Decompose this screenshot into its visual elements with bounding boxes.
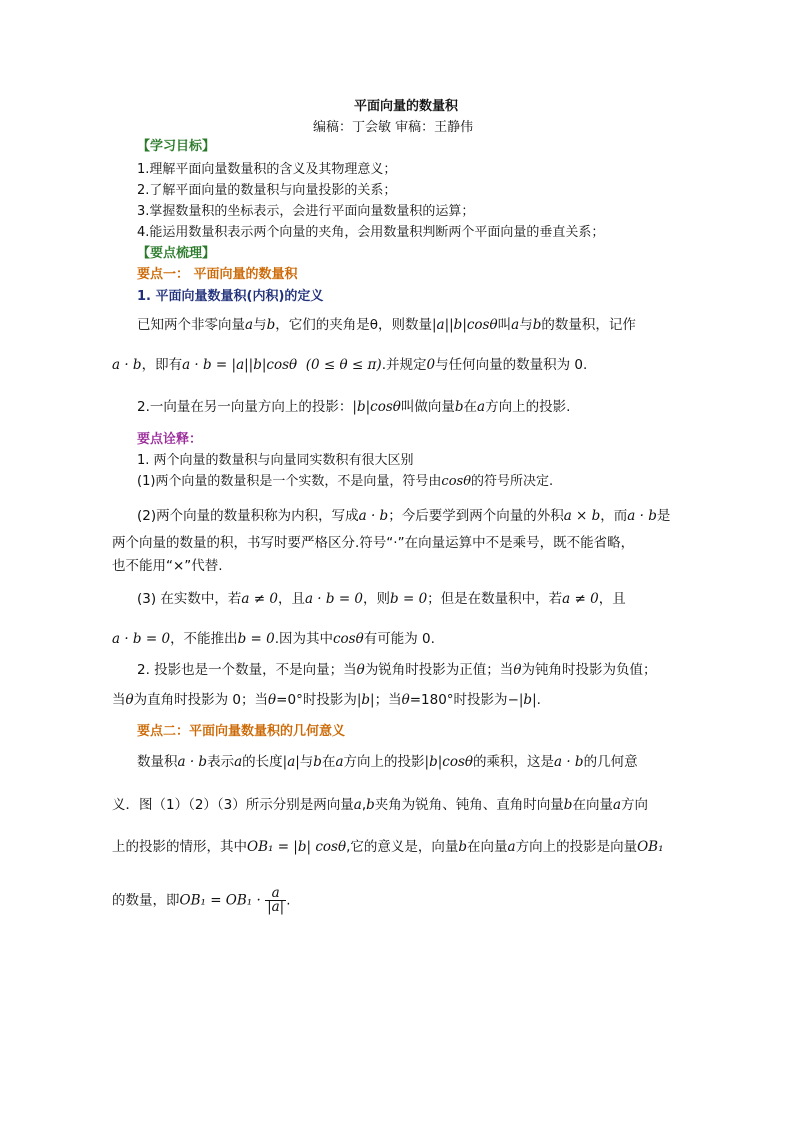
formula: |a||b|cosθ xyxy=(431,317,498,333)
note-text: =0°时投影为 xyxy=(276,692,357,708)
fraction-denominator: |a| xyxy=(267,899,285,915)
geo-text: 表示 xyxy=(207,754,235,770)
formula: −|b| xyxy=(507,692,537,708)
geo-text: 的数量，即 xyxy=(112,892,180,909)
geo-text: 的乘积，这是 xyxy=(473,754,554,770)
formula: a · b xyxy=(554,754,584,770)
geo-text: 在向量 xyxy=(467,839,508,855)
note-text: =180°时投影为 xyxy=(409,692,508,708)
note-1: 1. 两个向量的数量积与向量同实数积有很大区别 xyxy=(137,453,414,468)
note-1-1 xyxy=(137,473,553,491)
formula: a · b = |a||b|cosθ xyxy=(182,357,298,373)
formula: a ≠ 0 xyxy=(241,591,278,607)
theta: θ xyxy=(513,662,522,678)
geometry-line-2 xyxy=(112,796,648,814)
note-text: ；但是在数量积中，若 xyxy=(427,591,563,607)
point-two-heading: 要点二：平面向量数量积的几何意义 xyxy=(137,724,346,739)
geo-text: 数量积 xyxy=(137,754,178,770)
proj-text: 方向上的投影. xyxy=(485,399,571,415)
vector-b: b xyxy=(454,399,464,415)
geo-text: ,它的意义是，向量 xyxy=(346,839,459,855)
unit-vector-fraction xyxy=(265,887,286,914)
geo-text: 的长度 xyxy=(242,754,283,770)
goal-item: 4.能运用数量积表示两个向量的夹角，会用数量积判断两个平面向量的垂直关系； xyxy=(137,225,605,240)
vector-a: a xyxy=(511,317,520,333)
goal-item: 3.掌握数量积的坐标表示，会进行平面向量数量积的运算； xyxy=(137,204,475,219)
vector-b: b xyxy=(266,317,276,333)
goal-item: 2.了解平面向量的数量积与向量投影的关系； xyxy=(137,183,397,198)
geo-text: 方向上的投影是向量 xyxy=(515,839,638,855)
formula: |b|cosθ xyxy=(424,754,473,770)
projection-line xyxy=(137,398,570,416)
formula: |a| xyxy=(282,754,300,770)
formula: cosθ xyxy=(332,631,364,647)
geometry-line-1 xyxy=(137,753,638,771)
vector-a: a xyxy=(245,317,254,333)
notes-heading: 要点诠释： xyxy=(137,432,203,447)
zero-vector: 0 xyxy=(426,357,436,373)
geo-text: 夹角为锐角、钝角、直角时向量 xyxy=(374,797,564,813)
vector-a: a xyxy=(612,797,622,813)
geo-text: 在 xyxy=(321,754,336,770)
fraction-numerator: a xyxy=(265,887,286,901)
note-text: 当 xyxy=(112,692,126,708)
note-text: . xyxy=(536,692,541,708)
proj-text: 2.一向量在另一向量方向上的投影： xyxy=(137,399,353,415)
def-text: 与 xyxy=(253,317,267,333)
point-one-heading: 要点一： 平面向量的数量积 xyxy=(137,267,298,282)
note-text: ；当 xyxy=(374,692,402,708)
note-text: ，不能推出 xyxy=(170,631,238,647)
note-1-2-cont: 也不能用“×”代替. xyxy=(112,558,223,574)
note-text: ，则 xyxy=(363,591,391,607)
note-1-2 xyxy=(137,507,670,525)
formula: |b|cosθ xyxy=(352,399,401,415)
geo-text: 义．图（1）（2）（3）所示分别是两向量 xyxy=(112,797,354,813)
vector-b: b xyxy=(458,839,468,855)
note-text: ，而 xyxy=(600,508,628,524)
note-text: ，且 xyxy=(598,591,626,607)
geo-text: 的几何意 xyxy=(583,754,638,770)
geo-text: , xyxy=(361,797,367,813)
formula: a · b xyxy=(112,357,142,373)
formula: OB₁ = OB₁ · xyxy=(179,892,261,909)
theta: θ xyxy=(401,692,410,708)
page-title: 平面向量的数量积 xyxy=(354,99,459,114)
geo-text: 方向上的投影 xyxy=(343,754,425,770)
formula: a · b xyxy=(177,754,208,770)
note-1-3-cont xyxy=(112,630,435,648)
vector-b: b xyxy=(532,317,542,333)
formula: a ≠ 0 xyxy=(562,591,599,607)
note-1-3 xyxy=(137,590,626,608)
byline: 编稿：丁会敏 审稿：王静伟 xyxy=(313,120,474,135)
proj-text: 叫做向量 xyxy=(400,399,455,415)
def-text: 与 xyxy=(519,317,533,333)
formula: a · b xyxy=(627,508,657,524)
theta: θ xyxy=(268,692,277,708)
formula: a × b xyxy=(563,508,601,524)
section-goals-heading: 【学习目标】 xyxy=(137,139,216,154)
vector-b: b xyxy=(313,754,322,770)
geo-text: 在向量 xyxy=(572,797,613,813)
formula: cosθ xyxy=(441,474,472,489)
formula: OB₁ = |b| cosθ xyxy=(247,839,347,855)
note-text: 的符号所决定. xyxy=(471,474,554,489)
formula: a · b xyxy=(358,508,389,524)
geo-text: 方向 xyxy=(621,797,649,813)
formula: b = 0 xyxy=(237,631,275,647)
def-text: 的数量积，记作 xyxy=(541,317,636,333)
def-text: ，即有 xyxy=(141,357,183,373)
note-text: 为直角时投影为 0；当 xyxy=(133,692,269,708)
def-text: .并规定 xyxy=(381,357,427,373)
formula: a · b = 0 xyxy=(112,631,171,647)
vector-b: b xyxy=(563,797,573,813)
def-text: 与任何向量的数量积为 0. xyxy=(435,357,588,373)
note-text: ；今后要学到两个向量的外积 xyxy=(388,508,564,524)
definition-line-2 xyxy=(112,356,587,374)
note-2 xyxy=(137,661,656,679)
formula: b = 0 xyxy=(390,591,428,607)
vector-a: a xyxy=(234,754,243,770)
subsection-definition-heading: 1. 平面向量数量积(内积)的定义 xyxy=(137,289,324,304)
note-text: 2. 投影也是一个数量，不是向量；当 xyxy=(137,662,357,678)
note-text: .因为其中 xyxy=(274,631,333,647)
theta: θ xyxy=(125,692,134,708)
theta: θ xyxy=(356,662,365,678)
proj-text: 在 xyxy=(463,399,478,415)
geometry-line-4 xyxy=(112,887,291,914)
formula: (0 ≤ θ ≤ π) xyxy=(305,357,382,373)
vector-ob1: OB₁ xyxy=(637,839,664,855)
definition-line-1 xyxy=(137,316,636,334)
note-text: 有可能为 0. xyxy=(363,631,435,647)
vector-a: a xyxy=(477,399,486,415)
goal-item: 1.理解平面向量数量积的含义及其物理意义； xyxy=(137,162,397,177)
formula: |b| xyxy=(356,692,375,708)
vector-a: a xyxy=(353,797,362,813)
vector-a: a xyxy=(335,754,344,770)
note-text: (1)两个向量的数量积是一个实数，不是向量，符号由 xyxy=(137,474,442,489)
geo-text: 与 xyxy=(299,754,314,770)
def-text: 已知两个非零向量 xyxy=(137,317,245,333)
note-text: ，且 xyxy=(277,591,305,607)
note-text: 为钝角时投影为负值； xyxy=(521,662,657,678)
vector-a: a xyxy=(507,839,516,855)
geometry-line-3 xyxy=(112,838,664,856)
note-1-2-cont: 两个向量的数量的积，书写时要严格区分.符号“·”在向量运算中不是乘号，既不能省略， xyxy=(112,535,635,551)
geo-text: . xyxy=(286,892,291,909)
formula: a · b = 0 xyxy=(304,591,364,607)
note-text: (3) 在实数中，若 xyxy=(137,591,242,607)
note-2-cont xyxy=(112,691,541,709)
def-text: ，它们的夹角是θ，则数量 xyxy=(275,317,432,333)
geo-text: 上的投影的情形，其中 xyxy=(112,839,247,855)
section-points-heading: 【要点梳理】 xyxy=(137,246,216,261)
vector-b: b xyxy=(366,797,375,813)
note-text: 是 xyxy=(656,508,671,524)
note-text: (2)两个向量的数量积称为内积，写成 xyxy=(137,508,359,524)
note-text: 为锐角时投影为正值；当 xyxy=(364,662,514,678)
def-text: 叫 xyxy=(497,317,512,333)
